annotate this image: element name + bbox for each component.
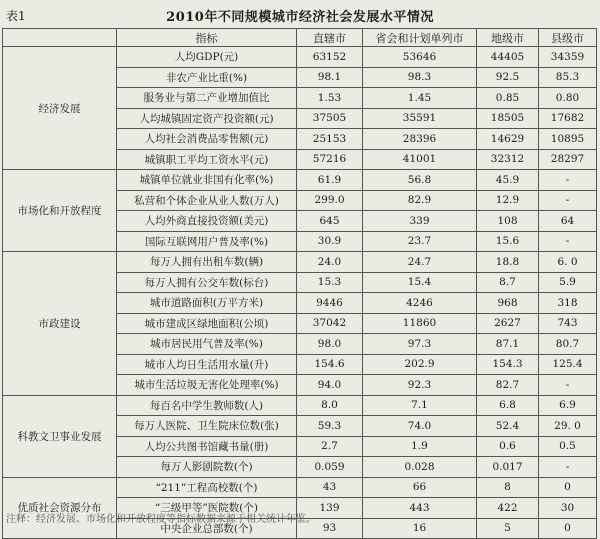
value-cell: 24.7 <box>363 252 477 273</box>
value-cell: 8.7 <box>477 272 539 293</box>
value-cell: 80.7 <box>539 334 597 355</box>
indicator-cell: 人均公共图书馆藏书量(册) <box>117 436 297 457</box>
value-cell: 15.4 <box>363 272 477 293</box>
value-cell: - <box>539 190 597 211</box>
category-cell: 优质社会资源分布 <box>3 477 117 539</box>
value-cell: 968 <box>477 293 539 314</box>
value-cell: - <box>539 170 597 191</box>
indicator-cell: 私营和个体企业从业人数(万人) <box>117 190 297 211</box>
value-cell: 61.9 <box>297 170 363 191</box>
value-cell: 1.45 <box>363 88 477 109</box>
value-cell: 6.9 <box>539 395 597 416</box>
table-label: 表1 <box>6 9 26 23</box>
header-row <box>3 29 597 47</box>
value-cell: 5.9 <box>539 272 597 293</box>
value-cell: - <box>539 231 597 252</box>
value-cell: 12.9 <box>477 190 539 211</box>
value-cell: 30.9 <box>297 231 363 252</box>
indicator-cell: 城市生活垃圾无害化处理率(%) <box>117 375 297 396</box>
value-cell: 0.6 <box>477 436 539 457</box>
value-cell: 45.9 <box>477 170 539 191</box>
value-cell: 18.8 <box>477 252 539 273</box>
value-cell: 5 <box>477 518 539 539</box>
value-cell: 125.4 <box>539 354 597 375</box>
value-cell: 32312 <box>477 149 539 170</box>
value-cell: 2.7 <box>297 436 363 457</box>
value-cell: 35591 <box>363 108 477 129</box>
column-header-provincial-capital: 省会和计划单列市 <box>363 29 477 47</box>
value-cell: 8 <box>477 477 539 498</box>
value-cell: 743 <box>539 313 597 334</box>
indicator-cell: 人均城镇固定资产投资额(元) <box>117 108 297 129</box>
value-cell: 24.0 <box>297 252 363 273</box>
indicator-cell: 每万人拥有出租车数(辆) <box>117 252 297 273</box>
value-cell: 17682 <box>539 108 597 129</box>
indicator-cell: 城市建成区绿地面积(公顷) <box>117 313 297 334</box>
value-cell: 87.1 <box>477 334 539 355</box>
indicator-cell: 每万人影剧院数(个) <box>117 457 297 478</box>
indicator-cell: 每百名中学生教师数(人) <box>117 395 297 416</box>
value-cell: 93 <box>297 518 363 539</box>
value-cell: 98.1 <box>297 67 363 88</box>
value-cell: 0.5 <box>539 436 597 457</box>
value-cell: 37042 <box>297 313 363 334</box>
value-cell: 108 <box>477 211 539 232</box>
value-cell: 18505 <box>477 108 539 129</box>
value-cell: 29. 0 <box>539 416 597 437</box>
column-header-category <box>3 29 117 47</box>
value-cell: - <box>539 457 597 478</box>
value-cell: 154.3 <box>477 354 539 375</box>
value-cell: 0.059 <box>297 457 363 478</box>
value-cell: 11860 <box>363 313 477 334</box>
value-cell: 30 <box>539 498 597 519</box>
value-cell: 14629 <box>477 129 539 150</box>
value-cell: 1.53 <box>297 88 363 109</box>
column-header-municipality: 直辖市 <box>297 29 363 47</box>
column-header-indicator: 指标 <box>117 29 297 47</box>
indicator-cell: 城镇单位就业非国有化率(%) <box>117 170 297 191</box>
table-row <box>3 252 597 273</box>
value-cell: 28297 <box>539 149 597 170</box>
indicator-cell: 国际互联网用户普及率(%) <box>117 231 297 252</box>
value-cell: 9446 <box>297 293 363 314</box>
value-cell: 7.1 <box>363 395 477 416</box>
value-cell: 63152 <box>297 47 363 68</box>
value-cell: 0.80 <box>539 88 597 109</box>
indicator-cell: 人均GDP(元) <box>117 47 297 68</box>
value-cell: 85.3 <box>539 67 597 88</box>
value-cell: 8.0 <box>297 395 363 416</box>
value-cell: 1.9 <box>363 436 477 457</box>
value-cell: 94.0 <box>297 375 363 396</box>
value-cell: 645 <box>297 211 363 232</box>
value-cell: 0 <box>539 518 597 539</box>
value-cell: 82.7 <box>477 375 539 396</box>
value-cell: 339 <box>363 211 477 232</box>
value-cell: 41001 <box>363 149 477 170</box>
indicator-cell: 人均外商直接投资额(美元) <box>117 211 297 232</box>
value-cell: 422 <box>477 498 539 519</box>
indicator-cell: 中央企业总部数(个) <box>117 518 297 539</box>
table-title: 2010年不同规模城市经济社会发展水平情况 <box>166 10 434 25</box>
table-row <box>3 170 597 191</box>
value-cell: 318 <box>539 293 597 314</box>
value-cell: 57216 <box>297 149 363 170</box>
value-cell: 37505 <box>297 108 363 129</box>
indicator-cell: 城市人均日生活用水量(升) <box>117 354 297 375</box>
indicator-cell: 非农产业比重(%) <box>117 67 297 88</box>
value-cell: 52.4 <box>477 416 539 437</box>
value-cell: 154.6 <box>297 354 363 375</box>
indicator-cell: 城市道路面积(万平方米) <box>117 293 297 314</box>
value-cell: 92.5 <box>477 67 539 88</box>
statistics-table <box>2 28 597 539</box>
value-cell: 4246 <box>363 293 477 314</box>
value-cell: 64 <box>539 211 597 232</box>
value-cell: 28396 <box>363 129 477 150</box>
value-cell: 44405 <box>477 47 539 68</box>
column-header-county-city: 县级市 <box>539 29 597 47</box>
indicator-cell: 每万人拥有公交车数(标台) <box>117 272 297 293</box>
table-row <box>3 395 597 416</box>
indicator-cell: 服务业与第二产业增加值比 <box>117 88 297 109</box>
indicator-cell: “三级甲等”医院数(个) <box>117 498 297 519</box>
value-cell: 25153 <box>297 129 363 150</box>
value-cell: 59.3 <box>297 416 363 437</box>
category-cell: 经济发展 <box>3 47 117 170</box>
table-row <box>3 47 597 68</box>
footnote: 注释：经济发展、市场化和开放程度等指标数据来源于相关统计年鉴。 <box>6 514 316 525</box>
value-cell: 56.8 <box>363 170 477 191</box>
value-cell: 299.0 <box>297 190 363 211</box>
value-cell: 443 <box>363 498 477 519</box>
value-cell: 23.7 <box>363 231 477 252</box>
value-cell: 0 <box>539 477 597 498</box>
value-cell: 139 <box>297 498 363 519</box>
value-cell: 0.017 <box>477 457 539 478</box>
category-cell: 市政建设 <box>3 252 117 396</box>
value-cell: 74.0 <box>363 416 477 437</box>
indicator-cell: “211”工程高校数(个) <box>117 477 297 498</box>
value-cell: 82.9 <box>363 190 477 211</box>
value-cell: 34359 <box>539 47 597 68</box>
value-cell: 98.3 <box>363 67 477 88</box>
indicator-cell: 城镇职工平均工资水平(元) <box>117 149 297 170</box>
value-cell: 43 <box>297 477 363 498</box>
value-cell: 66 <box>363 477 477 498</box>
value-cell: 53646 <box>363 47 477 68</box>
value-cell: 2627 <box>477 313 539 334</box>
value-cell: 202.9 <box>363 354 477 375</box>
value-cell: 16 <box>363 518 477 539</box>
table-header-area <box>0 0 600 28</box>
value-cell: 0.028 <box>363 457 477 478</box>
value-cell: 15.6 <box>477 231 539 252</box>
value-cell: 97.3 <box>363 334 477 355</box>
value-cell: 15.3 <box>297 272 363 293</box>
category-cell: 市场化和开放程度 <box>3 170 117 252</box>
value-cell: 0.85 <box>477 88 539 109</box>
table-row <box>3 477 597 498</box>
column-header-prefecture-city: 地级市 <box>477 29 539 47</box>
value-cell: 98.0 <box>297 334 363 355</box>
value-cell: 10895 <box>539 129 597 150</box>
indicator-cell: 人均社会消费品零售额(元) <box>117 129 297 150</box>
value-cell: 6.8 <box>477 395 539 416</box>
value-cell: - <box>539 375 597 396</box>
category-cell: 科教文卫事业发展 <box>3 395 117 477</box>
indicator-cell: 城市居民用气普及率(%) <box>117 334 297 355</box>
table-body <box>3 47 597 539</box>
indicator-cell: 每万人医院、卫生院床位数(张) <box>117 416 297 437</box>
value-cell: 92.3 <box>363 375 477 396</box>
value-cell: 6. 0 <box>539 252 597 273</box>
